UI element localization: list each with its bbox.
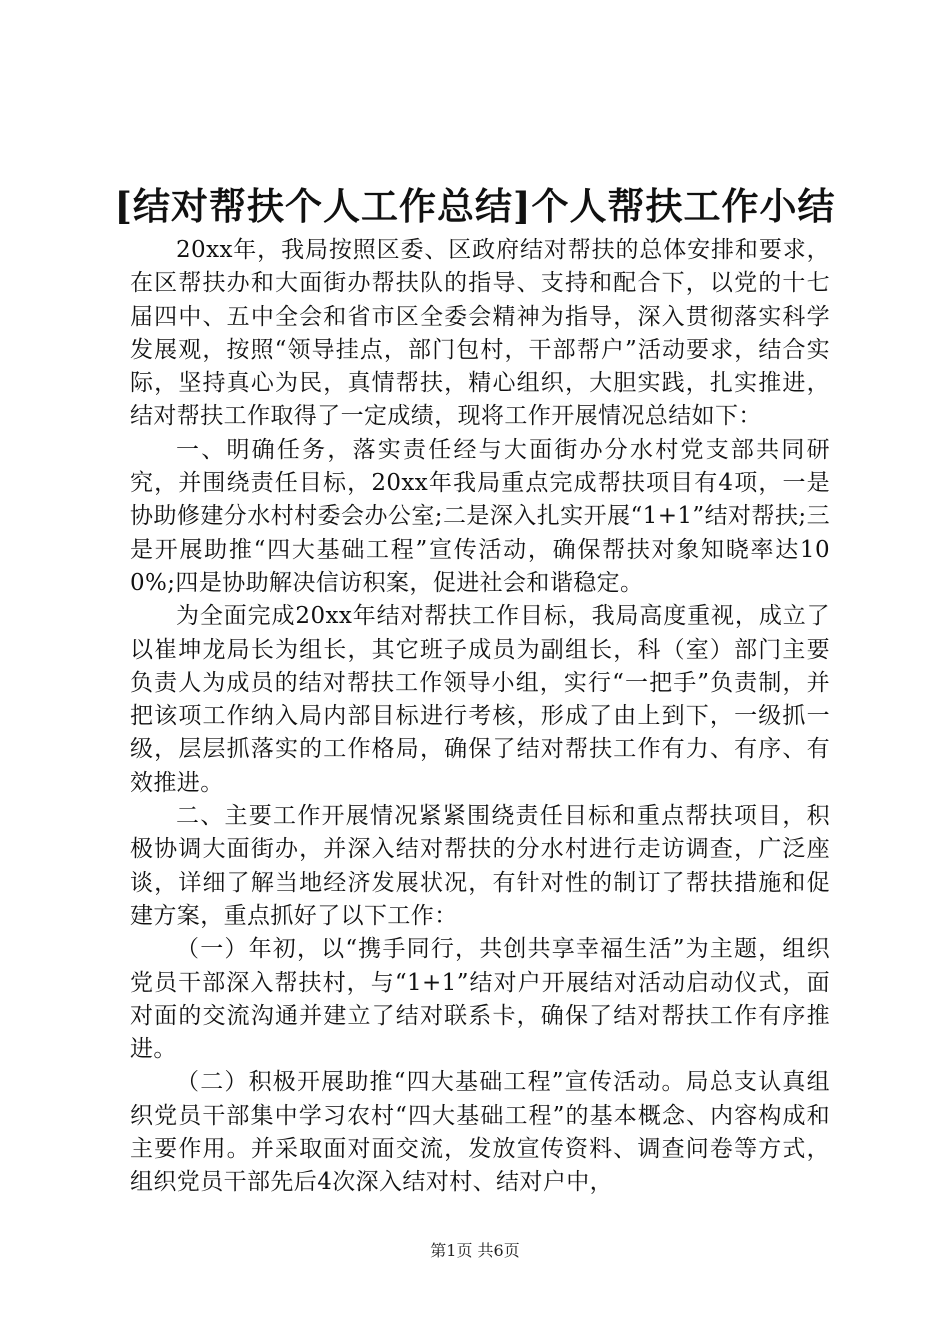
document-title: [结对帮扶个人工作总结]个人帮扶工作小结 xyxy=(114,184,836,228)
page-footer: 第1页 共6页 xyxy=(430,1241,520,1260)
paragraph-intro: 20xx年，我局按照区委、区政府结对帮扶的总体安排和要求，在区帮扶办和大面街办帮扶队的指导、支持和配合下，以党的十七届四中、五中全会和省市区全委会精神为指导，深入贯彻落实科学发展观，按照“领导挂点，部门包村，干部帮户”活动要求，结合实际，坚持真心为民，真情帮扶，精心组织，大胆实践，扎实推进，结对帮扶工作取得了一定成绩，现将工作开展情况总结如下： xyxy=(130,237,830,430)
paragraph-section-2: 二、主要工作开展情况紧紧围绕责任目标和重点帮扶项目，积极协调大面街办，并深入结对帮扶的分水村进行走访调查，广泛座谈，详细了解当地经济发展状况，有针对性的制订了帮扶措施和促建方案，重点抓好了以下工作： xyxy=(130,803,830,929)
document-body xyxy=(130,234,830,1200)
paragraph-item-1: （一）年初，以“携手同行，共创共享幸福生活”为主题，组织党员干部深入帮扶村，与“1+1”结对户开展结对活动启动仪式，面对面的交流沟通并建立了结对联系卡，确保了结对帮扶工作有序推进。 xyxy=(130,936,830,1063)
paragraph-section-1: 一、明确任务，落实责任经与大面街办分水村党支部共同研究，并围绕责任目标，20xx年我局重点完成帮扶项目有4项，一是协助修建分水村村委会办公室;二是深入扎实开展“1+1”结对帮扶;三是开展助推“四大基础工程”宣传活动，确保帮扶对象知晓率达100%;四是协助解决信访积案，促进社会和谐稳定。 xyxy=(130,436,830,596)
paragraph-leadership-group: 为全面完成20xx年结对帮扶工作目标，我局高度重视，成立了以崔坤龙局长为组长，其它班子成员为副组长，科（室）部门主要负责人为成员的结对帮扶工作领导小组，实行“一把手”负责制，并把该项工作纳入局内部目标进行考核，形成了由上到下，一级抓一级，层层抓落实的工作格局，确保了结对帮扶工作有力、有序、有效推进。 xyxy=(130,603,830,796)
paragraph-item-2: （二）积极开展助推“四大基础工程”宣传活动。局总支认真组织党员干部集中学习农村“四大基础工程”的基本概念、内容构成和主要作用。并采取面对面交流，发放宣传资料、调查问卷等方式，组织党员干部先后4次深入结对村、结对户中， xyxy=(130,1069,830,1196)
